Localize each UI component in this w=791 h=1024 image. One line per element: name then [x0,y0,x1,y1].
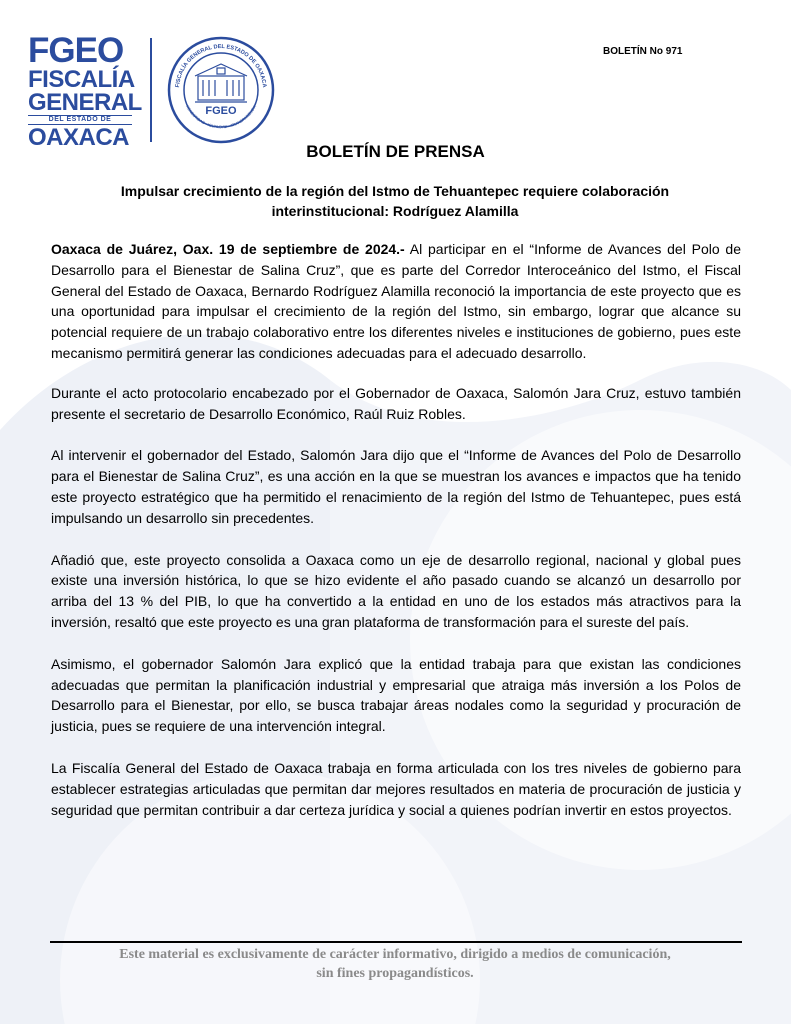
paragraph-6: La Fiscalía General del Estado de Oaxaca trabaja en forma articulada con los tres niveles de gobierno para establecer estrategias articuladas que permitan dar mejores resultados en materia de procuración de justicia y seguridad que permitan contribuir a dar certeza jurídica y social a quienes podrían invertir en estos proyectos. [51,759,741,818]
seal-mark: FGEO [205,105,237,117]
institutional-seal [167,36,275,144]
footer-line-2: sin fines propagandísticos. [316,966,474,981]
paragraph-5: Asimismo, el gobernador Salomón Jara explicó que la entidad trabaja para que existan las condiciones adecuadas que permitan la planificación industrial y empresarial que atraiga más inversión a los Polos de Desarrollo para el Bienestar, por ello, se busca trabajar áreas nodales como la seguridad y procuración de justicia, pues se requiere de una intervención integral. [51,655,741,735]
footer-line-1: Este material es exclusivamente de carácter informativo, dirigido a medios de comunicación, [119,947,671,962]
footer-disclaimer [60,945,730,983]
paragraph-3: Al intervenir el gobernador del Estado, Salomón Jara dijo que el “Informe de Avances del Polo de Desarrollo para el Bienestar de Salina Cruz”, es una acción en la que se muestran los avances e impactos que ha tenido este proyecto estratégico que ha permitido el renacimiento de la región del Istmo de Tehuantepec, pues está impulsando un desarrollo sin precedentes. [51,447,741,526]
logo-line-fiscalia: FISCALÍA [28,66,135,93]
paragraph-4: Añadió que, este proyecto consolida a Oaxaca como un eje de desarrollo regional, nacional y global pues existe una inversión histórica, lo que se hizo evidente el año pasado cuando se alcanzó un desarrollo por arriba del 13 % del PIB, lo que ha convertido a la entidad en uno de los estados más atractivos para la inversión, resaltó que este proyecto es una gran plataforma de transformación para el sureste del país. [51,551,741,630]
paragraph-1-text: Al participar en el “Informe de Avances del Polo de Desarrollo para el Bienestar de Salina Cruz”, que es parte del Corredor Interoceánico del Istmo, el Fiscal General del Estado de Oaxaca, Bernardo Rodríguez Alamilla reconoció la importancia de este proyecto que es una oportunidad para impulsar el crecimiento de la región del Istmo, sin embargo, lograr que alcance su potencial requiere de un trabajo colaborativo entre los diferentes niveles e instituciones de gobierno, pues este mecanismo permitirá generar las condiciones adecuadas para el adecuado desarrollo. [51,241,742,361]
document-title: BOLETÍN DE PRENSA [306,142,485,161]
logo-divider [150,38,152,142]
paragraph-1 [51,239,741,364]
article-body [51,239,741,841]
logo-line-general: GENERAL [28,89,142,116]
seal-bottom-text: HONESTIDAD · IGUALDAD · TRANSPARENCIA [184,104,258,130]
footer-rule [50,941,742,943]
seal-ring-text: FISCALÍA GENERAL DEL ESTADO DE OAXACA [175,43,267,88]
logo-line-oaxaca: OAXACA [28,124,130,151]
document-subtitle: Impulsar crecimiento de la región del Istmo de Tehuantepec requiere colaboración interinstitucional: Rodríguez Alamilla [120,183,670,219]
fgeo-logo [28,31,142,151]
paragraph-2: Durante el acto protocolario encabezado por el Gobernador de Oaxaca, Salomón Jara Cruz, estuvo también presente el secretario de Desarrollo Económico, Raúl Ruiz Robles. [51,384,741,422]
bulletin-number: BOLETÍN No 971 [603,46,683,57]
logo-mark: FGEO [28,31,124,70]
dateline: Oaxaca de Juárez, Oax. 19 de septiembre de 2024.- [51,241,405,257]
logo-line-del-estado: DEL ESTADO DE [28,115,132,125]
